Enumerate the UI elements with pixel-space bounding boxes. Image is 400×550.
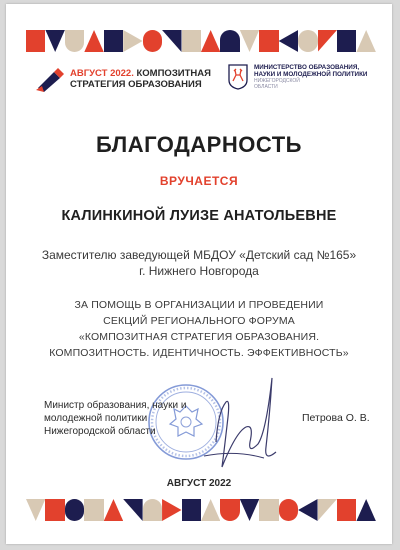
ministry-line3: НИЖЕГОРОДСКОЙ: [254, 78, 300, 85]
position-line1: Заместителю заведующей МБДОУ «Детский сад №165»: [41, 248, 357, 262]
event-logo: [36, 66, 211, 92]
certificate-page: [6, 4, 392, 544]
ministry-logo: [228, 64, 367, 90]
top-decorative-band: [26, 30, 376, 52]
recipient-position: [6, 247, 392, 279]
signer-line2: молодежной политики: [44, 413, 148, 424]
reason-line4: КОМПОЗИТНОСТЬ. ИДЕНТИЧНОСТЬ. ЭФФЕКТИВНОСТЬ»: [49, 347, 349, 359]
handwritten-signature: [196, 372, 296, 482]
header-logos: [36, 66, 374, 98]
reason-line3: «КОМПОЗИТНАЯ СТРАТЕГИЯ ОБРАЗОВАНИЯ.: [78, 331, 320, 343]
event-logo-line2: СТРАТЕГИЯ ОБРАЗОВАНИЯ: [70, 79, 202, 90]
reason-line1: ЗА ПОМОЩЬ В ОРГАНИЗАЦИИ И ПРОВЕДЕНИИ: [74, 299, 324, 311]
ministry-name: [254, 64, 367, 90]
reason-line2: СЕКЦИЙ РЕГИОНАЛЬНОГО ФОРУМА: [103, 315, 295, 327]
certificate-title: БЛАГОДАРНОСТЬ: [96, 132, 302, 157]
signer-line1: Министр образования, науки и: [44, 400, 187, 411]
ministry-line1: МИНИСТЕРСТВО ОБРАЗОВАНИЯ,: [254, 64, 360, 71]
ministry-line4: ОБЛАСТИ: [254, 84, 278, 91]
event-logo-text: [70, 68, 211, 90]
event-logo-accent: АВГУСТ 2022.: [70, 68, 134, 79]
pen-icon: [36, 66, 66, 92]
award-reason: [6, 297, 392, 361]
signer-name: Петрова О. В.: [302, 412, 370, 424]
signer-title: [44, 399, 186, 438]
event-logo-line1: КОМПОЗИТНАЯ: [133, 68, 211, 79]
signer-line3: Нижегородской области: [44, 426, 156, 437]
deer-crest-icon: [228, 64, 248, 90]
awarded-label: ВРУЧАЕТСЯ: [159, 174, 239, 188]
ministry-line2: НАУКИ И МОЛОДЕЖНОЙ ПОЛИТИКИ: [254, 71, 368, 79]
position-line2: г. Нижнего Новгорода: [139, 264, 259, 278]
certificate-date: АВГУСТ 2022: [166, 478, 232, 489]
bottom-decorative-band: [26, 499, 376, 521]
recipient-name: КАЛИНКИНОЙ ЛУИЗЕ АНАТОЛЬЕВНЕ: [61, 208, 337, 224]
